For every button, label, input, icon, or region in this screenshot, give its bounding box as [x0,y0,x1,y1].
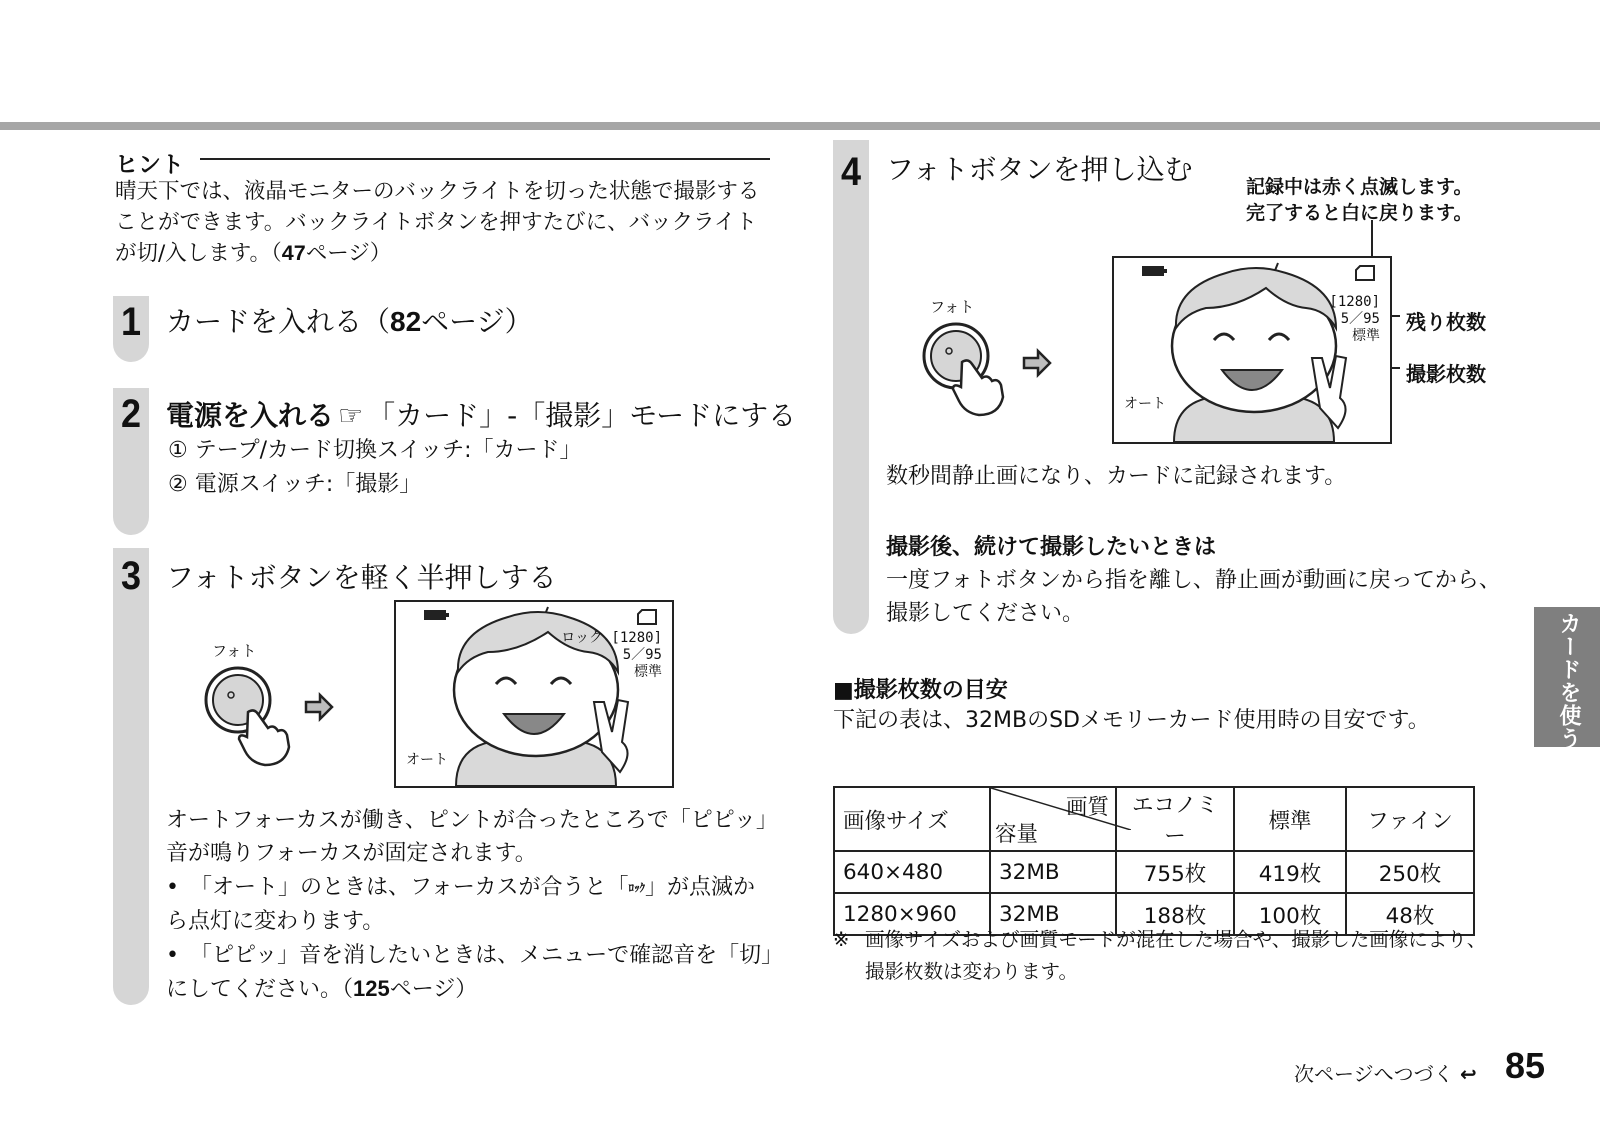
step3-bullet-2: • 「ピピッ」音を消したいときは、メニューで確認音を「切」にしてください。（125ページ） [166,943,773,1002]
note-mark: ※ [833,928,850,951]
arrow-right-icon [306,695,332,719]
step4-lcd-quality: 標準 [1352,328,1380,344]
reference-hand-icon: ☞ [338,399,364,432]
step1-title-a: カードを入れる（ [166,305,391,338]
step4-lcd-screen [1112,256,1392,444]
step2-sub1: ① テープ/カード切換スイッチ:「カード」 [168,438,582,463]
continue-arrow-icon: ↩ [1459,1062,1477,1086]
header-standard: 標準 [1234,787,1346,851]
step4-bar [833,140,869,634]
step3-lcd-quality: 標準 [634,664,662,680]
header-quality: 画質 [1065,795,1109,820]
hint-title: ヒント [115,152,184,178]
step3-number: 3 [120,554,142,598]
cell-fine: 250枚 [1346,851,1474,893]
step3-bar [113,548,149,1005]
step1-page-ref: 82 [390,306,422,337]
continue-next-page [1294,1058,1477,1087]
step3-lcd-lock [546,630,662,647]
step3-photo-button-illustration [200,660,360,770]
hint-text-b: ページ） [305,241,392,266]
header-economy: エコノミー [1116,787,1234,851]
cell-capacity: 32MB [990,851,1116,893]
step4-photo-button-label: フォト [930,298,975,316]
step4-photo-button-illustration [918,316,1078,426]
step4-lcd-size: [1280] [1329,294,1380,310]
card-icon [1356,266,1374,280]
label-shots-taken: 撮影枚数 [1406,362,1486,386]
step3-lcd-count: 5／95 [622,647,662,663]
step1-title [166,300,533,340]
step4-callout-line2: 完了すると白に戻ります。 [1246,202,1473,224]
step2-number: 2 [120,392,142,436]
hint-page-ref: 47 [281,241,306,265]
step4-callout-line1: 記録中は赤く点滅します。 [1246,176,1473,198]
step4-title: フォトボタンを押し込む [886,153,1193,186]
step3-title: フォトボタンを軽く半押しする [166,561,557,594]
step4-result-text: 数秒間静止画になり、カードに記録されます。 [886,464,1347,489]
cell-economy: 755枚 [1116,851,1234,893]
step1-number: 1 [120,300,142,344]
step3-bullet2-page: 125 [353,976,390,1001]
header-image-size: 画像サイズ [834,787,990,851]
shots-estimate-table [833,786,1475,936]
step4-continue-text: 一度フォトボタンから指を離し、静止画が動画に戻ってから、撮影してください。 [886,568,1501,626]
step3-photo-button-label: フォト [212,642,257,660]
estimate-intro: 下記の表は、32MBのSDメモリーカード使用時の目安です。 [833,708,1430,733]
note-text: 画像サイズおよび画質モードが混在した場合や、撮影した画像により、撮影枚数は変わります。 [865,928,1487,983]
step3-bullet2-a: 「ピピッ」音を消したいときは、メニューで確認音を「切」にしてください。（ [166,943,773,1002]
step3-lcd-lock-label: ロック [561,630,603,646]
step3-bullet1-b: 」が点滅から点灯に変わります。 [166,875,755,934]
cell-size: 1280×960 [834,893,990,935]
step3-bullet-1: • 「オート」のときは、フォーカスが合うと「ﾛｯｸ」が点滅から点灯に変わります。 [166,875,755,934]
step3-bullet1-a: 「オート」のときは、フォーカスが合うと「 [190,875,629,900]
battery-icon [424,610,446,620]
battery-icon [1142,266,1164,276]
section-tab-label: カードを使う [1556,612,1581,750]
step4-number: 4 [840,150,862,194]
cell-standard: 419枚 [1234,851,1346,893]
cell-economy: 188枚 [1116,893,1234,935]
header-quality-capacity [990,787,1116,851]
step4-lcd-count: 5／95 [1340,311,1380,327]
table-row [834,851,1474,893]
step2-title-rest: 「カード」-「撮影」モードにする [367,399,797,432]
estimate-heading: ■撮影枚数の目安 [833,678,1008,703]
continue-label: 次ページへつづく [1294,1062,1454,1086]
cell-fine: 48枚 [1346,893,1474,935]
estimate-note [833,924,1493,988]
step2-title [166,394,796,434]
step1-title-b: ページ） [421,305,533,338]
top-rule [0,122,1600,130]
cell-size: 640×480 [834,851,990,893]
step4-lcd-mode: オート [1124,396,1166,412]
card-icon [638,610,656,624]
step4-sub-heading: 撮影後、続けて撮影したいときは [886,535,1217,560]
step3-lcd-screen [394,600,674,788]
arrow-right-icon [1024,351,1050,375]
label-remaining-shots: 残り枚数 [1406,310,1486,334]
step3-bullet2-b: ページ） [389,977,478,1002]
step2-title-bold: 電源を入れる [166,400,335,431]
cell-capacity: 32MB [990,893,1116,935]
hint-text-a: 晴天下では、液晶モニターのバックライトを切った状態で撮影することができます。バックライトボタンを押すたびに、バックライトが切/入します。（ [115,179,760,266]
cell-standard: 100枚 [1234,893,1346,935]
header-capacity: 容量 [995,822,1039,847]
hint-text [115,176,775,269]
step3-lcd-mode: オート [406,752,448,768]
hint-divider [200,158,770,160]
header-fine: ファイン [1346,787,1474,851]
step2-sub2: ② 電源スイッチ:「撮影」 [168,472,422,497]
page-number: 85 [1505,1045,1546,1086]
table-header-row [834,787,1474,851]
step3-description: オートフォーカスが働き、ピントが合ったところで「ピピッ」音が鳴りフォーカスが固定されます。 [166,808,767,866]
child-illustration [1114,258,1390,442]
lock-icon-label: ﾛｯｸ [628,881,645,895]
step3-lcd-size: [1280] [611,630,662,646]
